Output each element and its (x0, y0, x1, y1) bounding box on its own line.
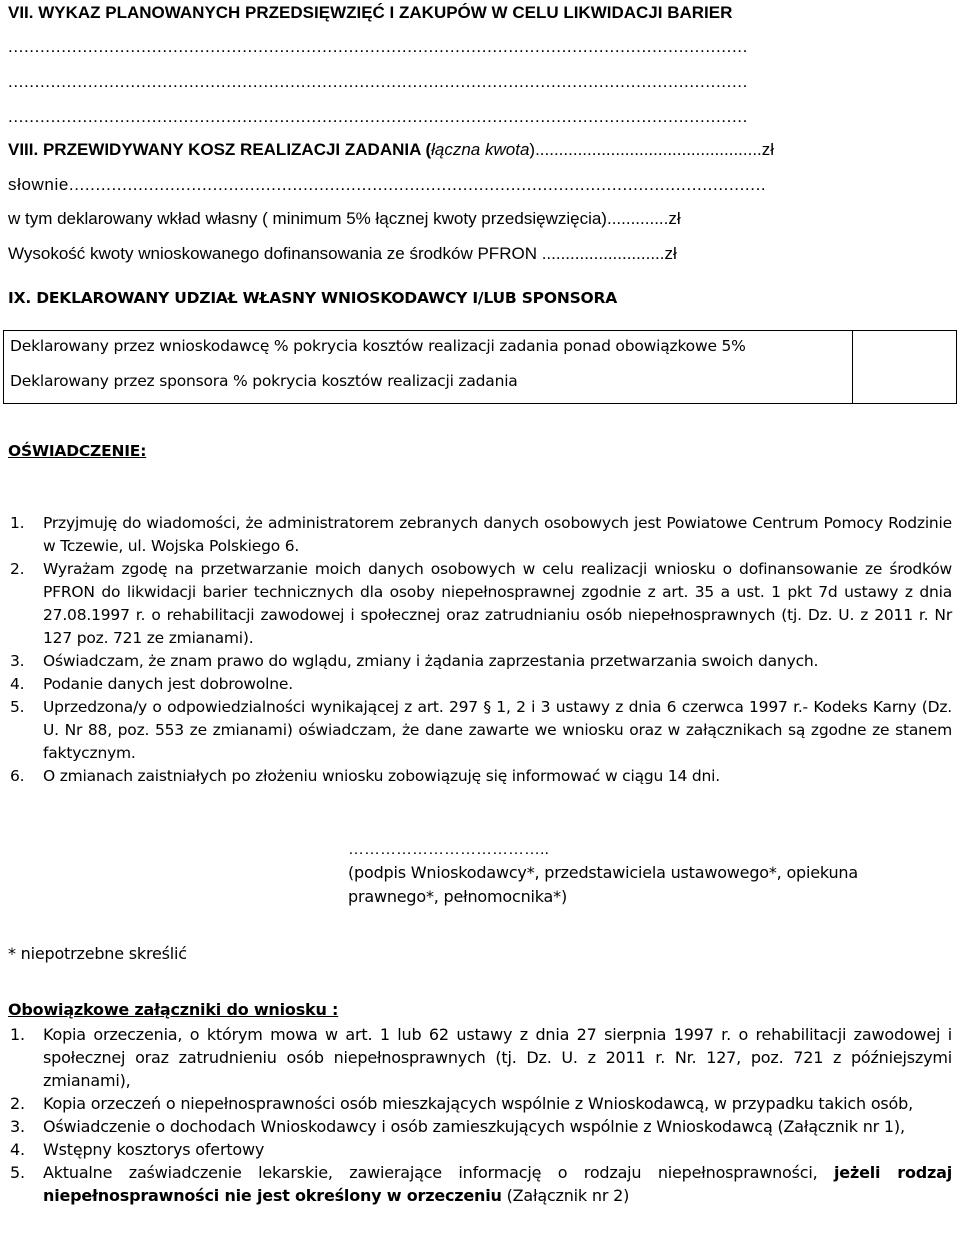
item-number: 5. (10, 1163, 25, 1182)
list-item (10, 558, 952, 650)
dot-line-3[interactable]: ........................................................................................................................................... (8, 107, 748, 126)
item-number: 3. (10, 652, 25, 670)
item-text: Wyrażam zgodę na przetwarzanie moich danych osobowych w celu realizacji wniosku o dofinansowanie ze środków PFRON do likwidacji barier technicznych dla osoby niepełnosprawnej zgodnie z art. 35 a ust. 1 pkt 7d ustawy z dnia 27.08.1997 r. o rehabilitacji zawodowej i społecznej oraz zatrudnianiu osób niepełnosprawnych (tj. Dz. U. z 2011 r. Nr 127 poz. 721 ze zmianami). (43, 560, 952, 647)
section-8-heading-suffix[interactable]: )................................................zł (529, 140, 775, 159)
item-number: 6. (10, 767, 25, 785)
item-number: 3. (10, 1117, 25, 1136)
attachments-heading: Obowiązkowe załączniki do wniosku : (8, 1000, 339, 1019)
item-text: Kopia orzeczenia, o którym mowa w art. 1 lub 62 ustawy z dnia 27 sierpnia 1997 r. o rehabilitacji zawodowej i społecznej oraz zatrudnieniu osób niepełnosprawnych (tj. Dz. U. z 2011 r. Nr. 127, poz. 721 z późniejszymi zmianami), (43, 1025, 952, 1090)
list-item (10, 512, 952, 558)
statement-heading: OŚWIADCZENIE: (8, 442, 147, 460)
amount-in-words-line[interactable]: słownie................................................................................................................................... (8, 175, 767, 194)
pfron-amount-line[interactable]: Wysokość kwoty wnioskowanego dofinansowania ze środków PFRON ..........................zł (8, 244, 677, 263)
signature-caption-line-2: prawnego*, pełnomocnika*) (348, 887, 567, 906)
list-item (10, 696, 952, 765)
list-item (10, 765, 952, 788)
signature-caption-line-1: (podpis Wnioskodawcy*, przedstawiciela ustawowego*, opiekuna (348, 863, 858, 882)
section-7-heading: VII. WYKAZ PLANOWANYCH PRZEDSIĘWZIĘĆ I ZAKUPÓW W CELU LIKWIDACJI BARIER (8, 3, 733, 22)
item-text: Podanie danych jest dobrowolne. (43, 675, 293, 693)
own-contribution-line[interactable]: w tym deklarowany wkład własny ( minimum 5% łącznej kwoty przedsięwzięcia).............zł (8, 209, 681, 228)
section-8-heading-italic: łączna kwota (431, 140, 530, 159)
list-item (10, 673, 952, 696)
item-text: Wstępny kosztorys ofertowy (43, 1140, 265, 1159)
item-text: Przyjmuję do wiadomości, że administratorem zebranych danych osobowych jest Powiatowe Centrum Pomocy Rodzinie w Tczewie, ul. Wojska Polskiego 6. (43, 514, 952, 555)
item-number: 4. (10, 675, 25, 693)
item-number: 5. (10, 698, 25, 716)
signature-dots[interactable]: ……………………………….. (348, 841, 549, 858)
section-8-heading-prefix: VIII. PRZEWIDYWANY KOSZ REALIZACJI ZADANIA ( (8, 140, 432, 159)
dot-line-2[interactable]: ........................................................................................................................................... (8, 72, 748, 91)
list-item (10, 1138, 952, 1161)
table-divider (852, 331, 853, 403)
item-text-tail: (Załącznik nr 2) (501, 1186, 630, 1205)
list-item (10, 650, 952, 673)
list-item (10, 1161, 952, 1207)
section-9-heading: IX. DEKLAROWANY UDZIAŁ WŁASNY WNIOSKODAWCY I/LUB SPONSORA (8, 289, 618, 307)
item-number: 4. (10, 1140, 25, 1159)
item-text: O zmianach zaistniałych po złożeniu wniosku zobowiązuję się informować w ciągu 14 dni. (43, 767, 721, 785)
section-8-heading (8, 140, 774, 160)
item-number: 1. (10, 514, 25, 532)
statement-list (10, 512, 952, 788)
item-number: 1. (10, 1025, 25, 1044)
list-item (10, 1092, 952, 1115)
item-text: Kopia orzeczeń o niepełnosprawności osób mieszkających wspólnie z Wnioskodawcą, w przypadku takich osób, (43, 1094, 913, 1113)
attachments-list (10, 1023, 952, 1207)
footnote: * niepotrzebne skreślić (8, 944, 187, 963)
dot-line-1[interactable]: ........................................................................................................................................... (8, 37, 748, 56)
item-number: 2. (10, 560, 25, 578)
item-text: Oświadczenie o dochodach Wnioskodawcy i osób zamieszkujących wspólnie z Wnioskodawcą (Załącznik nr 1), (43, 1117, 905, 1136)
declaration-table (3, 330, 957, 404)
list-item (10, 1023, 952, 1092)
item-text-bold: jeżeli rodzaj niepełnosprawności nie jest określony w orzeczeniu (43, 1163, 952, 1205)
applicant-share-label: Deklarowany przez wnioskodawcę % pokrycia kosztów realizacji zadania ponad obowiązkowe 5% (10, 337, 746, 355)
item-text: Uprzedzona/y o odpowiedzialności wynikającej z art. 297 § 1, 2 i 3 ustawy z dnia 6 czerwca 1997 r.- Kodeks Karny (Dz. U. Nr 88, poz. 553 ze zmianami) oświadczam, że dane zawarte we wniosku oraz w załącznikach są zgodne ze stanem faktycznym. (43, 698, 952, 762)
item-number: 2. (10, 1094, 25, 1113)
item-text: Oświadczam, że znam prawo do wglądu, zmiany i żądania zaprzestania przetwarzania swoich danych. (43, 652, 819, 670)
item-text: Aktualne zaświadczenie lekarskie, zawierające informację o rodzaju niepełnosprawności, (43, 1163, 835, 1182)
list-item (10, 1115, 952, 1138)
sponsor-share-label: Deklarowany przez sponsora % pokrycia kosztów realizacji zadania (10, 372, 518, 390)
